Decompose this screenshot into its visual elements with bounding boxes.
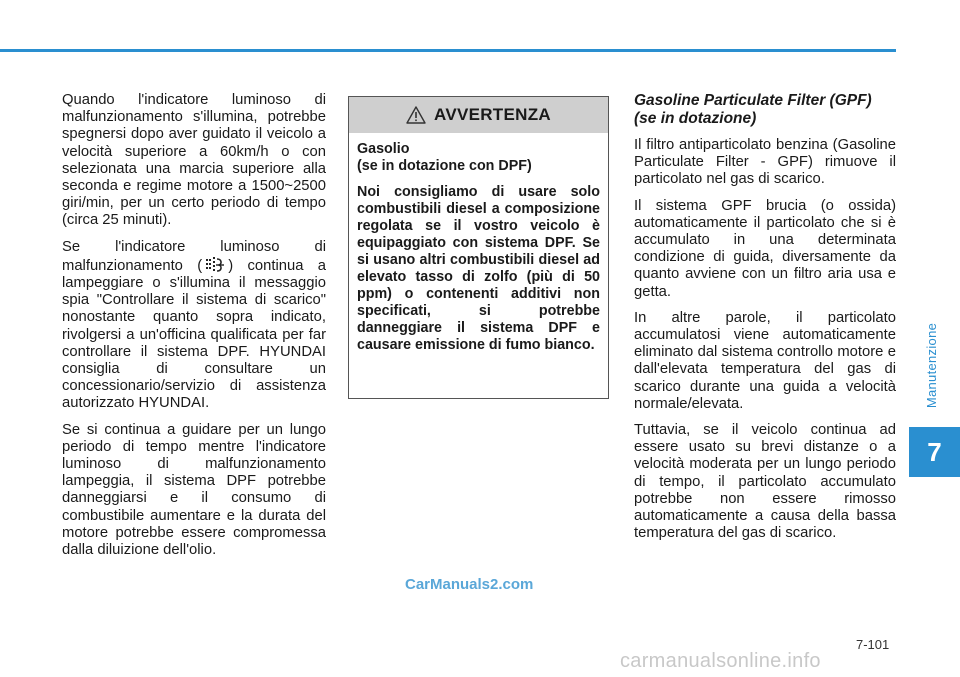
chapter-number: 7 (927, 436, 942, 467)
footer-brand-link[interactable]: carmanualsonline.info (620, 650, 821, 672)
warning-header (349, 97, 608, 133)
gpf-paragraph-1: Il filtro antiparticolato benzina (Gasoline Particulate Filter - GPF) rimuove il particolato nel gas di scarico. (634, 137, 896, 188)
column-left (62, 92, 326, 568)
gpf-paragraph-4: Tuttavia, se il veicolo continua ad essere usato su brevi distanze o a velocità moderata per un lungo periodo di tempo, il particolato accumulato potrebbe non essere rimosso automaticamente a causa della bassa temperatura del gas di scarico. (634, 422, 896, 542)
gpf-paragraph-3: In altre parole, il particolato accumulatosi viene automaticamente eliminato dal sistema controllo motore e dall'elevata temperatura del gas di scarico durante una guida a velocità normale/elevata. (634, 309, 896, 412)
warning-box (348, 96, 609, 399)
warning-body (349, 133, 608, 354)
warning-text: Noi consigliamo di usare solo combustibili diesel a composizione regolata se il vostro veicolo è equipaggiato con sistema DPF. Se si usano altri combustibili diesel ad elevato tasso di zolfo (più di 50 ppm) o contenenti additivi non specificati, si potrebbe danneggiare il sistema DPF e causare emissione di fumo bianco. (357, 184, 600, 353)
warning-title: AVVERTENZA (434, 105, 551, 124)
page-number: 7-101 (856, 637, 890, 652)
warning-subtitle: Gasolio (se in dotazione con DPF) (357, 141, 532, 174)
gpf-paragraph-2: Il sistema GPF brucia (o ossida) automaticamente il particolato che si è accumulato in una determinata condizione di guida, diversamente da quanto avviene con un filtro aria usa e getta. (634, 197, 896, 300)
warning-triangle-icon (406, 106, 426, 124)
chapter-tab (909, 427, 960, 477)
paragraph-indicator-off: Quando l'indicatore luminoso di malfunzionamento s'illumina, potrebbe spegnersi dopo aver guidato il veicolo a velocità superiore a 60km/h o con selezionata una marcia superiore alla seconda e regime motore a 1500~2500 giri/min, per un certo periodo di tempo (circa 25 minuti). (62, 92, 326, 229)
section-label: Manutenzione (924, 322, 940, 408)
dpf-warning-icon (204, 256, 226, 274)
column-right (634, 92, 896, 551)
paragraph-indicator-blinking: Se l'indicatore luminoso di malfunzionamento ( ) continua a lampeggiare o s'illumina il messaggio spia "Controllare il sistema di scarico" nonostante quanto sopra indicato, rivolgersi a un'officina qualificata per far controllare il sistema DPF. HYUNDAI consiglia di consultare un concessionario/servizio di assistenza autorizzato HYUNDAI. (62, 238, 327, 412)
paragraph-continued-driving: Se si continua a guidare per un lungo periodo di tempo mentre l'indicatore luminoso di malfunzionamento lampeggia, il sistema DPF potrebbe danneggiarsi e il consumo di combustibile aumentare e la durata del motore potrebbe essere compromessa dalla diluizione dell'olio. (62, 421, 326, 559)
gpf-heading: Gasoline Particulate Filter (GPF) (se in dotazione) (634, 92, 872, 127)
watermark-link[interactable]: CarManuals2.com (405, 576, 534, 593)
top-rule (0, 49, 896, 52)
